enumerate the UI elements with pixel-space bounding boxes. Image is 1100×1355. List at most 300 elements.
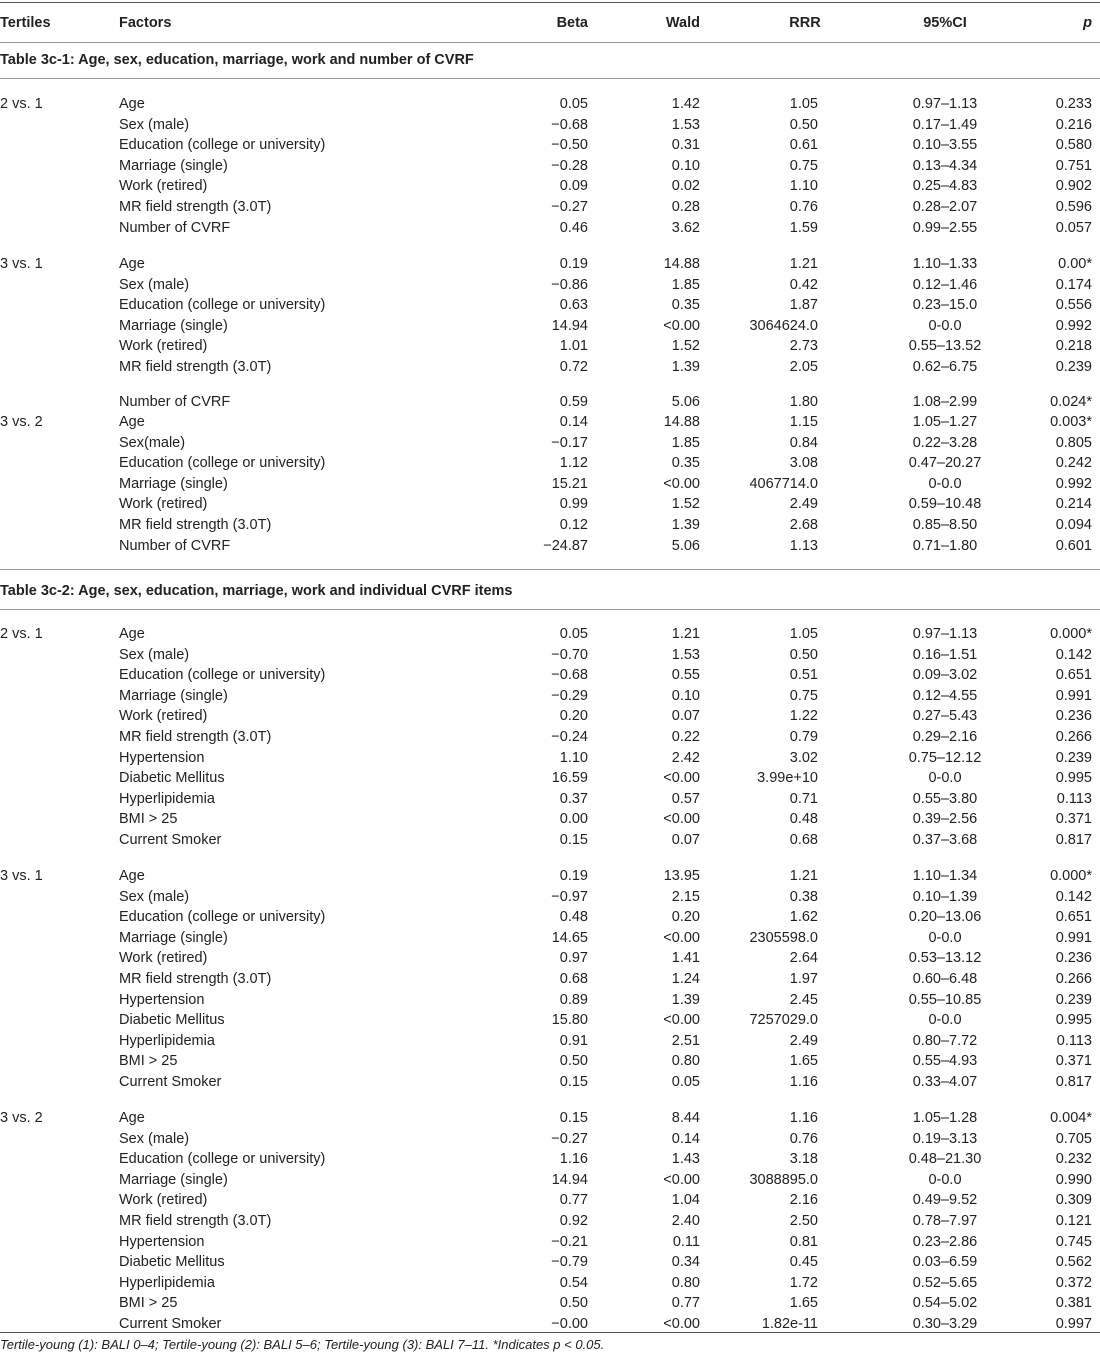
p-value-cell: 0.562	[1055, 1254, 1092, 1271]
wald-cell: 0.77	[671, 1295, 700, 1312]
p-value-cell: 0.174	[1055, 276, 1092, 293]
p-value-cell: 0.057	[1055, 219, 1092, 236]
table-row	[0, 156, 1100, 176]
ci-cell: 0.19–3.13	[912, 1130, 978, 1147]
wald-cell: 1.52	[671, 496, 700, 513]
ci-cell: 0.47–20.27	[908, 455, 982, 472]
wald-cell: 0.05	[671, 1074, 700, 1090]
wald-cell: 0.80	[671, 1274, 700, 1291]
factor-cell: MR field strength (3.0T)	[119, 517, 272, 533]
rrr-cell: 3064624.0	[749, 317, 818, 334]
p-value-cell: 0.990	[1055, 1171, 1092, 1188]
table-top-rule	[0, 2, 1100, 3]
rrr-cell: 0.81	[789, 1233, 818, 1250]
header-p: p	[1083, 15, 1092, 31]
rrr-cell: 3.02	[789, 749, 818, 766]
beta-cell: 0.68	[559, 971, 588, 987]
rrr-cell: 1.21	[789, 868, 818, 884]
table-row	[0, 1149, 1100, 1169]
wald-cell: 0.07	[671, 708, 700, 725]
factor-cell: Hypertension	[119, 1233, 205, 1250]
ci-cell: 0.28–2.07	[912, 199, 978, 215]
rrr-cell: 1.21	[789, 256, 818, 272]
ci-cell: 0.12–4.55	[912, 687, 978, 704]
p-value-cell: 0.371	[1055, 1053, 1092, 1070]
factor-cell: BMI > 25	[119, 811, 178, 828]
wald-cell: 1.04	[671, 1192, 700, 1209]
table-row	[0, 907, 1100, 927]
p-value-cell: 0.218	[1055, 338, 1092, 355]
p-value-cell: 0.817	[1055, 1074, 1092, 1090]
beta-cell: −0.29	[551, 687, 588, 704]
ci-cell: 0.37–3.68	[912, 832, 978, 848]
p-value-cell: 0.751	[1055, 157, 1092, 174]
ci-cell: 0-0.0	[928, 1171, 962, 1188]
beta-cell: 0.48	[559, 909, 588, 926]
rrr-cell: 0.50	[789, 646, 818, 663]
beta-cell: 0.15	[559, 832, 588, 848]
header-ci: 95%CI	[923, 15, 967, 31]
table-row	[0, 392, 1100, 412]
table-row	[0, 1129, 1100, 1149]
factor-cell: Work (retired)	[119, 708, 208, 725]
table-row	[0, 928, 1100, 948]
tertile-label: 3 vs. 1	[0, 256, 43, 272]
beta-cell: 0.72	[559, 359, 588, 375]
table-row	[0, 866, 1100, 886]
table-row	[0, 1051, 1100, 1071]
p-value-cell: 0.233	[1055, 96, 1092, 112]
wald-cell: 0.11	[672, 1233, 700, 1250]
ci-cell: 0-0.0	[928, 317, 962, 334]
wald-cell: 0.34	[671, 1254, 700, 1271]
p-value-cell: 0.995	[1055, 1012, 1092, 1029]
ci-cell: 0.16–1.51	[912, 646, 978, 663]
table-row	[0, 494, 1100, 514]
factor-cell: Age	[119, 1110, 145, 1126]
p-value-cell: 0.004*	[1050, 1110, 1092, 1126]
table-row	[0, 1072, 1100, 1092]
beta-cell: −0.86	[551, 276, 588, 293]
section-title: Table 3c-1: Age, sex, education, marriage, work and number of CVRF	[0, 52, 474, 68]
beta-cell: 0.19	[559, 256, 588, 272]
table-row	[0, 176, 1100, 196]
rrr-cell: 0.45	[789, 1254, 818, 1271]
rrr-cell: 3.18	[789, 1151, 818, 1168]
tertile-label: 2 vs. 1	[0, 626, 43, 642]
header-tertiles: Tertiles	[0, 15, 51, 31]
beta-cell: 0.15	[559, 1110, 588, 1126]
beta-cell: 0.20	[559, 708, 588, 725]
rrr-cell: 2305598.0	[749, 929, 818, 946]
p-value-cell: 0.745	[1055, 1233, 1092, 1250]
table-row	[0, 1232, 1100, 1252]
factor-cell: Marriage (single)	[119, 687, 228, 704]
factor-cell: Marriage (single)	[119, 157, 228, 174]
rrr-cell: 2.68	[789, 517, 818, 533]
factor-cell: Sex (male)	[119, 888, 190, 905]
beta-cell: −0.70	[551, 646, 588, 663]
rrr-cell: 0.38	[789, 888, 818, 905]
rrr-cell: 1.65	[789, 1295, 818, 1312]
p-value-cell: 0.024*	[1050, 394, 1092, 410]
beta-cell: −0.24	[551, 729, 588, 745]
p-value-cell: 0.651	[1055, 909, 1092, 926]
wald-cell: 0.10	[671, 157, 700, 174]
factor-cell: MR field strength (3.0T)	[119, 359, 272, 375]
wald-cell: 14.88	[663, 414, 700, 430]
table-row	[0, 135, 1100, 155]
wald-cell: 1.21	[671, 626, 700, 642]
ci-cell: 0.55–10.85	[908, 991, 982, 1008]
ci-cell: 0.55–3.80	[912, 790, 978, 807]
factor-cell: Work (retired)	[119, 178, 208, 195]
ci-cell: 0.10–3.55	[912, 137, 978, 154]
header-rule	[0, 42, 1100, 43]
beta-cell: 0.50	[559, 1053, 588, 1070]
rrr-cell: 7257029.0	[749, 1012, 818, 1029]
wald-cell: <0.00	[663, 1316, 700, 1332]
header-rrr: RRR	[789, 15, 821, 31]
wald-cell: <0.00	[663, 1171, 700, 1188]
wald-cell: 1.42	[671, 96, 700, 112]
factor-cell: Marriage (single)	[119, 317, 228, 334]
beta-cell: 0.15	[559, 1074, 588, 1090]
rrr-cell: 1.72	[789, 1274, 818, 1291]
beta-cell: 0.14	[559, 414, 588, 430]
factor-cell: Current Smoker	[119, 1316, 222, 1332]
factor-cell: Sex (male)	[119, 646, 190, 663]
table-row	[0, 665, 1100, 685]
rrr-cell: 1.22	[789, 708, 818, 725]
ci-cell: 0.59–10.48	[908, 496, 982, 513]
ci-cell: 0.03–6.59	[912, 1254, 978, 1271]
beta-cell: 0.09	[559, 178, 588, 195]
factor-cell: Diabetic Mellitus	[119, 1012, 225, 1029]
factor-cell: Work (retired)	[119, 496, 208, 513]
wald-cell: <0.00	[663, 1012, 700, 1029]
wald-cell: 5.06	[671, 394, 700, 410]
ci-cell: 0-0.0	[928, 770, 962, 787]
rrr-cell: 2.64	[789, 950, 818, 967]
factor-cell: Sex (male)	[119, 1130, 190, 1147]
table-bottom-rule	[0, 1332, 1100, 1333]
ci-cell: 0.29–2.16	[912, 729, 978, 745]
wald-cell: 0.35	[671, 455, 700, 472]
factor-cell: Education (college or university)	[119, 1151, 326, 1168]
factor-cell: Current Smoker	[119, 1074, 222, 1090]
rrr-cell: 1.97	[789, 971, 818, 987]
beta-cell: 15.80	[551, 1012, 588, 1029]
wald-cell: 1.41	[671, 950, 700, 967]
p-value-cell: 0.992	[1055, 317, 1092, 334]
ci-cell: 0.54–5.02	[912, 1295, 978, 1312]
beta-cell: 0.97	[559, 950, 588, 967]
ci-cell: 0.52–5.65	[912, 1274, 978, 1291]
factor-cell: Marriage (single)	[119, 929, 228, 946]
p-value-cell: 0.232	[1055, 1151, 1092, 1168]
header-beta: Beta	[556, 15, 588, 31]
table-row	[0, 748, 1100, 768]
table-row	[0, 948, 1100, 968]
table-row	[0, 768, 1100, 788]
ci-cell: 1.08–2.99	[912, 394, 978, 410]
section-divider	[0, 569, 1100, 570]
factor-cell: Hypertension	[119, 749, 205, 766]
factor-cell: Marriage (single)	[119, 475, 228, 492]
ci-cell: 0.53–13.12	[908, 950, 982, 967]
beta-cell: −0.28	[551, 157, 588, 174]
factor-cell: Age	[119, 868, 145, 884]
beta-cell: −0.97	[551, 888, 588, 905]
wald-cell: <0.00	[663, 929, 700, 946]
ci-cell: 0-0.0	[928, 475, 962, 492]
ci-cell: 0.09–3.02	[912, 667, 978, 684]
beta-cell: 0.77	[559, 1192, 588, 1209]
beta-cell: −0.68	[551, 667, 588, 684]
beta-cell: −0.68	[551, 116, 588, 133]
factor-cell: Education (college or university)	[119, 137, 326, 154]
factor-cell: Sex (male)	[119, 276, 190, 293]
table-row	[0, 789, 1100, 809]
wald-cell: 1.43	[671, 1151, 700, 1168]
p-value-cell: 0.00*	[1058, 256, 1092, 272]
p-value-cell: 0.705	[1055, 1130, 1092, 1147]
rrr-cell: 0.71	[789, 790, 818, 807]
p-value-cell: 0.580	[1055, 137, 1092, 154]
rrr-cell: 1.59	[789, 219, 818, 236]
rrr-cell: 0.75	[789, 687, 818, 704]
table-row	[0, 474, 1100, 494]
factor-cell: MR field strength (3.0T)	[119, 971, 272, 987]
beta-cell: 16.59	[551, 770, 588, 787]
tertile-label: 2 vs. 1	[0, 96, 43, 112]
beta-cell: 14.94	[551, 317, 588, 334]
wald-cell: 5.06	[671, 537, 700, 554]
rrr-cell: 1.62	[789, 909, 818, 926]
table-row	[0, 412, 1100, 432]
ci-cell: 0.25–4.83	[912, 178, 978, 195]
rrr-cell: 3.08	[789, 455, 818, 472]
factor-cell: Work (retired)	[119, 950, 208, 967]
p-value-cell: 0.216	[1055, 116, 1092, 133]
rrr-cell: 2.50	[789, 1213, 818, 1229]
rrr-cell: 0.76	[789, 199, 818, 215]
rrr-cell: 1.87	[789, 297, 818, 314]
table-row	[0, 197, 1100, 217]
ci-cell: 0.13–4.34	[912, 157, 978, 174]
wald-cell: <0.00	[663, 811, 700, 828]
rrr-cell: 1.80	[789, 394, 818, 410]
rrr-cell: 2.45	[789, 991, 818, 1008]
factor-cell: Education (college or university)	[119, 667, 326, 684]
rrr-cell: 0.76	[789, 1130, 818, 1147]
p-value-cell: 0.372	[1055, 1274, 1092, 1291]
rrr-cell: 1.10	[789, 178, 818, 195]
table-row	[0, 536, 1100, 556]
ci-cell: 0.23–2.86	[912, 1233, 978, 1250]
ci-cell: 0.78–7.97	[912, 1213, 978, 1229]
factor-cell: Number of CVRF	[119, 219, 231, 236]
tertile-label: 3 vs. 2	[0, 414, 43, 430]
header-factors: Factors	[119, 15, 172, 31]
factor-cell: MR field strength (3.0T)	[119, 729, 272, 745]
p-value-cell: 0.113	[1056, 1032, 1092, 1049]
beta-cell: −0.79	[551, 1254, 588, 1271]
wald-cell: 0.55	[671, 667, 700, 684]
beta-cell: 14.94	[551, 1171, 588, 1188]
ci-cell: 0.17–1.49	[912, 116, 978, 133]
wald-cell: 0.02	[671, 178, 700, 195]
ci-cell: 0.27–5.43	[912, 708, 978, 725]
factor-cell: Hypertension	[119, 991, 205, 1008]
wald-cell: <0.00	[663, 475, 700, 492]
section-rule	[0, 609, 1100, 610]
beta-cell: 0.19	[559, 868, 588, 884]
p-value-cell: 0.121	[1055, 1213, 1092, 1229]
table-row	[0, 1273, 1100, 1293]
rrr-cell: 1.13	[789, 537, 818, 554]
factor-cell: Diabetic Mellitus	[119, 770, 225, 787]
p-value-cell: 0.991	[1055, 929, 1092, 946]
ci-cell: 1.05–1.28	[912, 1110, 978, 1126]
p-value-cell: 0.371	[1055, 811, 1092, 828]
table-row	[0, 275, 1100, 295]
rrr-cell: 2.49	[789, 1032, 818, 1049]
table-row	[0, 357, 1100, 377]
rrr-cell: 1.05	[789, 96, 818, 112]
p-value-cell: 0.902	[1055, 178, 1092, 195]
p-value-cell: 0.094	[1055, 517, 1092, 533]
rrr-cell: 0.61	[789, 137, 818, 154]
factor-cell: Work (retired)	[119, 338, 208, 355]
ci-cell: 0.75–12.12	[908, 749, 982, 766]
wald-cell: 0.57	[671, 790, 700, 807]
rrr-cell: 4067714.0	[749, 475, 818, 492]
beta-cell: 0.05	[559, 96, 588, 112]
beta-cell: 0.99	[559, 496, 588, 513]
wald-cell: <0.00	[663, 770, 700, 787]
p-value-cell: 0.995	[1055, 770, 1092, 787]
rrr-cell: 0.75	[789, 157, 818, 174]
wald-cell: 13.95	[663, 868, 700, 884]
beta-cell: 0.46	[559, 219, 588, 236]
rrr-cell: 2.49	[789, 496, 818, 513]
p-value-cell: 0.239	[1055, 991, 1092, 1008]
wald-cell: 1.39	[671, 359, 700, 375]
table-row	[0, 1010, 1100, 1030]
table-header-row	[0, 13, 1100, 33]
ci-cell: 0.22–3.28	[912, 434, 978, 451]
beta-cell: −0.50	[551, 137, 588, 154]
wald-cell: 0.35	[671, 297, 700, 314]
rrr-cell: 3.99e+10	[757, 770, 818, 787]
wald-cell: 0.80	[671, 1053, 700, 1070]
ci-cell: 0.71–1.80	[912, 537, 978, 554]
beta-cell: 0.63	[559, 297, 588, 314]
p-value-cell: 0.266	[1055, 729, 1092, 745]
table-row	[0, 295, 1100, 315]
wald-cell: 1.85	[671, 434, 700, 451]
factor-cell: Hyperlipidemia	[119, 790, 215, 807]
p-value-cell: 0.236	[1055, 950, 1092, 967]
wald-cell: 0.07	[671, 832, 700, 848]
p-value-cell: 0.003*	[1050, 414, 1092, 430]
ci-cell: 0.97–1.13	[912, 96, 978, 112]
ci-cell: 0.55–13.52	[908, 338, 982, 355]
p-value-cell: 0.142	[1055, 888, 1092, 905]
ci-cell: 0.10–1.39	[912, 888, 978, 905]
p-value-cell: 0.214	[1055, 496, 1092, 513]
header-wald: Wald	[665, 15, 700, 31]
beta-cell: 1.01	[559, 338, 588, 355]
ci-cell: 0.23–15.0	[912, 297, 978, 314]
rrr-cell: 1.05	[789, 626, 818, 642]
p-value-cell: 0.991	[1055, 687, 1092, 704]
ci-cell: 0.12–1.46	[912, 276, 978, 293]
table-row	[0, 686, 1100, 706]
rrr-cell: 1.15	[789, 414, 818, 430]
table-row	[0, 1252, 1100, 1272]
beta-cell: 0.89	[559, 991, 588, 1008]
table-row	[0, 727, 1100, 747]
wald-cell: 2.42	[671, 749, 700, 766]
ci-cell: 0.49–9.52	[912, 1192, 978, 1209]
p-value-cell: 0.651	[1055, 667, 1092, 684]
ci-cell: 0.97–1.13	[912, 626, 978, 642]
beta-cell: 15.21	[551, 475, 588, 492]
beta-cell: 0.05	[559, 626, 588, 642]
p-value-cell: 0.239	[1055, 359, 1092, 375]
table-row	[0, 316, 1100, 336]
ci-cell: 1.10–1.34	[912, 868, 978, 884]
factor-cell: Diabetic Mellitus	[119, 1254, 225, 1271]
wald-cell: 0.10	[671, 687, 700, 704]
wald-cell: 14.88	[663, 256, 700, 272]
rrr-cell: 1.65	[789, 1053, 818, 1070]
beta-cell: 0.50	[559, 1295, 588, 1312]
table-footnote: Tertile-young (1): BALI 0–4; Tertile-young (2): BALI 5–6; Tertile-young (3): BALI 7–11. *Indicates p < 0.05.	[0, 1337, 605, 1352]
rrr-cell: 1.16	[789, 1074, 818, 1090]
wald-cell: 2.40	[671, 1213, 700, 1229]
ci-cell: 1.05–1.27	[912, 414, 978, 430]
ci-cell: 0.85–8.50	[912, 517, 978, 533]
factor-cell: Age	[119, 414, 145, 430]
rrr-cell: 2.73	[789, 338, 818, 355]
table-row	[0, 1211, 1100, 1231]
wald-cell: 1.39	[671, 517, 700, 533]
factor-cell: MR field strength (3.0T)	[119, 199, 272, 215]
ci-cell: 0-0.0	[928, 929, 962, 946]
wald-cell: <0.00	[663, 317, 700, 334]
p-value-cell: 0.236	[1055, 708, 1092, 725]
beta-cell: −24.87	[543, 537, 588, 554]
ci-cell: 0.20–13.06	[908, 909, 982, 926]
table-row	[0, 887, 1100, 907]
ci-cell: 0.39–2.56	[912, 811, 978, 828]
beta-cell: −0.00	[551, 1316, 588, 1332]
wald-cell: 1.85	[671, 276, 700, 293]
factor-cell: Age	[119, 626, 145, 642]
beta-cell: 1.12	[559, 455, 588, 472]
p-value-cell: 0.142	[1055, 646, 1092, 663]
factor-cell: Hyperlipidemia	[119, 1274, 215, 1291]
rrr-cell: 1.16	[789, 1110, 818, 1126]
table-row	[0, 1170, 1100, 1190]
beta-cell: 1.10	[559, 749, 588, 766]
p-value-cell: 0.242	[1055, 455, 1092, 472]
table-row	[0, 624, 1100, 644]
